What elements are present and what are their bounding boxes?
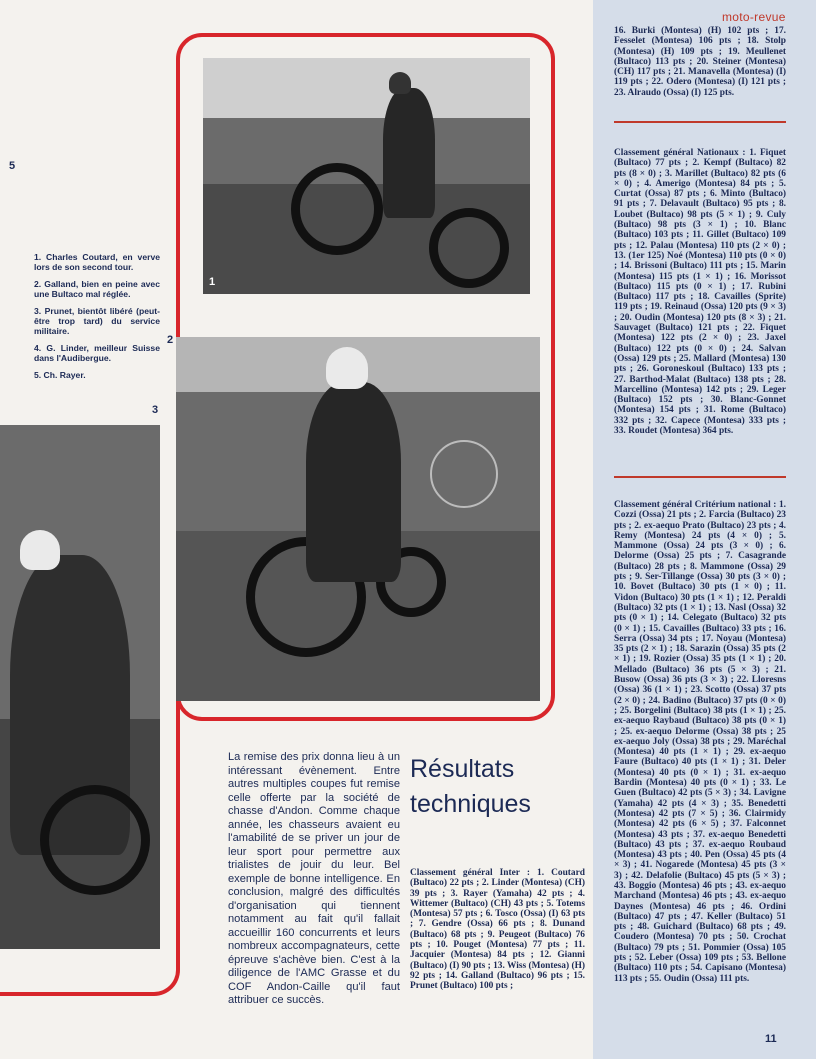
photo-number: 3 (152, 404, 159, 416)
criterium-results: Classement général Critérium national : 1. Cozzi (Ossa) 21 pts ; 2. Farcia (Bultaco) 23 pts ; 2. ex-aequo Prato (Bultaco) 23 pts ; 4. Remy (Montesa) 24 pts (4 × 0) ; 5. Mammone (Ossa) 24 pts (3 × 0) ; 6. Delorme (Ossa) 25 pts ; 7. Casagrande (Bultaco) 28 pts ; 8. Mammone (Ossa) 29 pts ; 9. Ser-Tillange (Ossa) 30 pts (3 × 0) ; 10. Bovet (Bultaco) 30 pts (1 × 0) ; 11. Vidon (Bultaco) 30 pts (1 × 1) ; 12. Peraldi (Bultaco) 32 pts (1 × 1) ; 13. Nasl (Ossa) 32 pts (0 × 1) ; 14. Celegato (Bultaco) 32 pts (0 × 1) ; 15. Cavailles (Bultaco) 33 pts ; 16. Serra (Ossa) 34 pts ; 17. Noyau (Montesa) 35 pts (2 × 1) ; 18. Sarazin (Ossa) 35 pts (2 × 1) ; 19. Rozier (Ossa) 35 pts (1 × 1) ; 20. Mellado (Bultaco) 36 pts (5 × 3) ; 21. Busow (Ossa) 36 pts (3 × 3) ; 22. Lloresns (Ossa) 36 (1 × 1) ; 23. Scotto (Ossa) 37 pts (2 × 0) ; 24. Badino (Bultaco) 37 pts (0 × 0) ; 25. Borgelini (Bultaco) 38 pts (1 × 1) ; 25. ex-aequo Raybaud (Bultaco) 38 pts (0 × 1) ; 25. ex-aequo Delorme (Ossa) 38 pts ; 25 ex-aequo Joly (Ossa) 38 pts ; 29. Maréchal (Montesa) 40 pts (1 × 1) ; 29. ex-aequo Faure (Bultaco) 40 pts (1 × 1) ; 31. Deler (Montesa) 40 pts (0 × 1) ; 31. ex-aequo Bardin (Montesa) 40 pts (0 × 1) ; 33. Le Guen (Bultaco) 42 pts (5 × 3) ; 34. Lavigne (Yamaha) 42 pts (4 × 3) ; 35. Benedetti (Montesa) 42 pts (7 × 5) ; 36. Clairmidy (Montesa) 42 pts (6 × 5) ; 37. Falconnet (Montesa) 43 pts ; 37. ex-aequo Benedetti (Bultaco) 43 pts ; 37. ex-aequo Roubaud (Montesa) 43 pts ; 40. Pen (Ossa) 45 pts (4 × 3) ; 41. Nogarede (Montesa) 45 pts (3 × 3) ; 42. Delafolie (Bultaco) 45 pts (5 × 3) ; 43. Boggio (Montesa) 46 pts ; 43. ex-aequo Marchand (Montesa) 46 pts ; 43. ex-aequo Daynes (Montesa) 46 pts ; 46. Ordini (Bultaco) 47 pts ; 47. Keller (Bultaco) 51 pts ; 48. Guichard (Bultaco) 68 pts ; 49. Coudero (Montesa) 70 pts ; 50. Crochat (Bultaco) 79 pts ; 51. Pommier (Ossa) 105 pts ; 52. Leber (Ossa) 109 pts ; 53. Bellone (Bultaco) 110 pts ; 54. Capisano (Montesa) 113 pts ; 55. Oudin (Ossa) 111 pts. (614, 500, 786, 984)
caption: 3. Prunet, bientôt libéré (peut-être trop tard) du service militaire. (34, 306, 160, 336)
divider (614, 121, 786, 123)
watermark (430, 440, 498, 508)
caption: 5. Ch. Rayer. (34, 370, 86, 381)
photo-number: 5 (9, 160, 16, 172)
photo-captions (34, 253, 160, 389)
photo-number: 1 (209, 276, 216, 288)
caption: 1. Charles Coutard, en verve lors de son second tour. (34, 252, 160, 272)
heading-line: Résultats (410, 755, 515, 783)
caption: 2. Galland, bien en peine avec une Bultaco mal réglée. (34, 279, 160, 299)
photo-galland (176, 337, 540, 701)
page-number: 11 (765, 1033, 777, 1045)
running-head: moto-revue (722, 10, 786, 24)
photo-prunet (0, 425, 160, 949)
divider (614, 476, 786, 478)
photo-coutard (203, 58, 530, 294)
photo-number: 2 (167, 334, 174, 346)
inter-results: Classement général Inter : 1. Coutard (Bultaco) 22 pts ; 2. Linder (Montesa) (CH) 39 pts ; 3. Rayer (Yamaha) 42 pts ; 4. Wittemer (Bultaco) (CH) 43 pts ; 5. Totems (Montesa) 57 pts ; 6. Tosco (Ossa) (I) 63 pts ; 7. Gendre (Ossa) 66 pts ; 8. Dunand (Bultaco) 68 pts ; 9. Peugeot (Bultaco) 76 pts ; 10. Pouget (Montesa) 77 pts ; 11. Jacquier (Montesa) 84 pts ; 12. Gianni (Bultaco) (I) 90 pts ; 13. Wiss (Montesa) (H) 92 pts ; 14. Galland (Bultaco) 96 pts ; 15. Prunet (Bultaco) 100 pts ; (410, 868, 585, 992)
caption: 4. G. Linder, meilleur Suisse dans l'Audibergue. (34, 343, 160, 363)
inter-results-continued: 16. Burki (Montesa) (H) 102 pts ; 17. Fesselet (Montesa) 106 pts ; 18. Stolp (Montesa) (H) 109 pts ; 19. Meullenet (Bultaco) 113 pts ; 20. Steiner (Montesa) (CH) 117 pts ; 21. Manavella (Montesa) (I) 119 pts ; 22. Odero (Montesa) (I) 121 pts ; 23. Alraudo (Ossa) (I) 125 pts. (614, 26, 786, 98)
heading-line: techniques (410, 790, 531, 818)
results-heading (410, 752, 590, 822)
nationaux-results: Classement général Nationaux : 1. Fiquet (Bultaco) 77 pts ; 2. Kempf (Bultaco) 82 pts (8 × 0) ; 3. Marillet (Bultaco) 82 pts (6 × 0) ; 4. Amerigo (Montesa) 84 pts ; 5. Curtat (Ossa) 87 pts ; 6. Minto (Bultaco) 91 pts ; 7. Delavault (Bultaco) 95 pts ; 8. Loubet (Bultaco) 98 pts (5 × 1) ; 9. Culy (Bultaco) 98 pts (3 × 1) ; 10. Blanc (Bultaco) 103 pts ; 11. Gillet (Bultaco) 109 pts ; 12. Palau (Montesa) 110 pts (2 × 0) ; 13. (1er 125) Noé (Montesa) 110 pts (0 × 0) ; 14. Brissoni (Bultaco) 111 pts ; 15. Marin (Montesa) 115 pts (1 × 1) ; 16. Morissot (Bultaco) 115 pts (0 × 1) ; 17. Rubini (Bultaco) 117 pts ; 18. Cavailles (Sprite) 119 pts ; 19. Reinaud (Ossa) 120 pts (9 × 3) ; 20. Oudin (Montesa) 120 pts (8 × 3) ; 21. Sauvaget (Bultaco) 121 pts ; 22. Fiquet (Montesa) 122 pts (2 × 0) ; 23. Jaxel (Bultaco) 122 pts (0 × 0) ; 24. Salvan (Ossa) 129 pts ; 25. Mallard (Montesa) 130 pts ; 26. Goroneskoul (Bultaco) 133 pts ; 27. Barthod-Malat (Bultaco) 138 pts ; 28. Marcellino (Montesa) 142 pts ; 29. Leger (Bultaco) 152 pts ; 30. Blanc-Gonnet (Montesa) 154 pts ; 31. Rome (Bultaco) 332 pts ; 32. Capece (Montesa) 333 pts ; 33. Roudet (Montesa) 364 pts. (614, 148, 786, 437)
article-body: La remise des prix donna lieu à un intéressant évènement. Entre autres multiples coupes fut remise celle offerte par la société de chasse d'Andon. Comme chaque année, les chasseurs avaient eu l'amabilité de se priver un jour de leur sport pour permettre aux trialistes de jouir du leur. Bel exemple de bonne intelligence. En conclusion, malgré des difficultés d'organisation qui tiennent notamment au fait qu'il fallait accueillir 160 concurrents et leurs nombreux accompagnateurs, cette épreuve s'achève bien. C'est à la diligence de l'AMC Grasse et du COF Andon-Caille qu'il faut attribuer ce succès. (228, 751, 400, 1006)
